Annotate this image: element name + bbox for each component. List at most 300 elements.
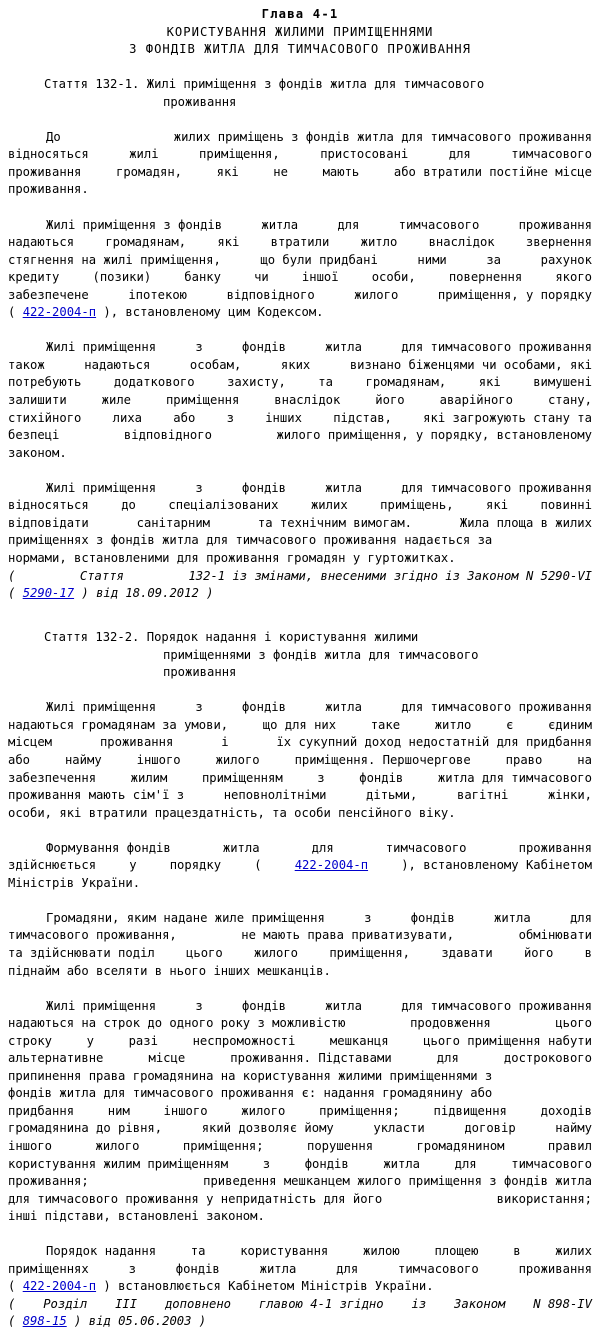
- article-2-heading: [0, 629, 600, 647]
- spacer: [0, 1226, 600, 1244]
- text-run: які: [486, 498, 509, 513]
- text-run: ) від 05.06.2003 ): [66, 1314, 207, 1329]
- text-run: на: [577, 752, 592, 767]
- paragraph: фондів житла для тимчасового проживання є: надання громадянину або: [8, 1086, 493, 1101]
- text-run: неспроможності: [192, 1033, 296, 1048]
- spacer: [0, 620, 600, 629]
- text-run: або втратили постійне місце: [393, 164, 592, 179]
- text-run: ними: [417, 252, 447, 267]
- text-run: фондів: [241, 700, 286, 715]
- article-1-heading: [0, 76, 600, 94]
- text-run: користування жилим приміщенням: [8, 1156, 229, 1171]
- text-run: проживання. Підставами: [230, 1051, 392, 1066]
- text-run: фондів: [359, 770, 404, 785]
- text-run: житло: [360, 235, 398, 250]
- paragraph: [0, 339, 600, 357]
- text-run: забезпечене: [8, 287, 89, 302]
- text-run: найму: [555, 1121, 592, 1136]
- text-run: також: [8, 357, 45, 372]
- text-run: (: [8, 1314, 23, 1329]
- text-run: не мають права приватизувати,: [241, 928, 455, 943]
- text-run: дострокового: [503, 1051, 592, 1066]
- text-run: аварійного: [439, 393, 513, 408]
- text-run: житла: [325, 998, 362, 1013]
- text-run: повернення: [448, 270, 523, 285]
- text-run: Законом: [454, 1296, 506, 1311]
- text-run: для: [448, 147, 471, 162]
- text-run: Розділ: [43, 1296, 88, 1311]
- text-run: доповнено: [164, 1296, 232, 1311]
- text-run: житла: [325, 700, 362, 715]
- text-run: їх сукупний доход недостатній для придбання: [276, 735, 592, 750]
- paragraph: [0, 1103, 600, 1121]
- text-run: цього приміщення набути: [423, 1033, 592, 1048]
- paragraph: [0, 1015, 600, 1033]
- text-run: внаслідок: [274, 393, 341, 408]
- text-run: приміщеннях: [8, 1261, 89, 1276]
- spacer: [0, 111, 600, 129]
- text-run: місце: [148, 1051, 186, 1066]
- text-run: громадян,: [115, 164, 183, 179]
- paragraph: [0, 217, 600, 235]
- text-run: відповідного: [123, 428, 212, 443]
- text-run: банку: [184, 270, 221, 285]
- text-run: іншого: [136, 752, 181, 767]
- text-run: тимчасового: [385, 840, 467, 855]
- text-run: та здійснювати поділ: [8, 945, 155, 960]
- text-run: цього: [555, 1016, 592, 1031]
- paragraph: [0, 1050, 600, 1068]
- paragraph: [0, 374, 600, 392]
- amendment-note: [0, 568, 600, 586]
- text-run: стихійного: [8, 410, 82, 425]
- text-run: надаються громадянам за умови,: [8, 717, 229, 732]
- text-run: жилого приміщення, у порядку, встановленому: [276, 428, 592, 443]
- text-run: жилого: [215, 752, 260, 767]
- text-run: ним: [107, 1103, 130, 1118]
- spacer: [0, 682, 600, 700]
- text-run: житла: [325, 480, 362, 495]
- text-run: з: [195, 700, 203, 715]
- text-run: правил: [547, 1139, 592, 1153]
- paragraph: [0, 252, 600, 270]
- text-run: тимчасового: [511, 1156, 592, 1171]
- spacer: [0, 892, 600, 910]
- text-run: та: [318, 375, 333, 390]
- text-run: (: [254, 858, 262, 873]
- paragraph: нормами, встановленими для проживання громадян у гуртожитках.: [8, 550, 456, 565]
- text-run: для тимчасового проживання: [401, 480, 592, 495]
- spacer: [0, 322, 600, 340]
- text-run: та технічним вимогам.: [257, 515, 412, 530]
- text-run: найму: [64, 752, 102, 767]
- text-run: що для них: [262, 717, 337, 732]
- paragraph: піднайм або вселяти в нього інших мешканців.: [8, 963, 331, 978]
- text-run: для: [337, 217, 360, 232]
- text-run: та: [190, 1244, 206, 1259]
- text-run: 132-1 із змінами, внесеними згідно із Законом N 5290-VI: [188, 568, 592, 583]
- text-run: тимчасового: [398, 217, 480, 232]
- text-run: визнано біженцями чи особами, які: [349, 357, 592, 372]
- text-run: для: [336, 1261, 359, 1276]
- paragraph: [0, 734, 600, 752]
- text-run: лиха: [112, 410, 143, 425]
- text-run: фондів: [241, 340, 286, 355]
- text-run: жилого: [254, 945, 299, 960]
- text-run: площею: [434, 1244, 479, 1259]
- chapter-subtitle-line-1: КОРИСТУВАННЯ ЖИЛИМИ ПРИМІЩЕННЯМИ: [166, 24, 434, 39]
- text-run: з: [262, 1156, 271, 1171]
- article-1-heading-cont: [0, 94, 600, 112]
- text-run: Жилі приміщення: [46, 480, 157, 495]
- text-run: житла для тимчасового: [437, 770, 592, 785]
- text-run: Жила площа в жилих: [459, 515, 592, 530]
- text-run: пристосовані: [320, 147, 409, 162]
- text-run: житла: [222, 840, 260, 855]
- text-run: із: [411, 1296, 427, 1311]
- text-run: альтернативне: [8, 1051, 104, 1066]
- text-run: з: [195, 480, 203, 495]
- paragraph: [0, 1243, 600, 1261]
- article-2-number: Стаття 132-2.: [44, 630, 140, 645]
- text-run: внаслідок: [428, 235, 495, 250]
- text-run: приведення мешканцем жилого приміщення з фондів житла: [203, 1174, 592, 1189]
- text-run: надаються: [84, 357, 151, 372]
- text-run: проживання: [8, 164, 82, 179]
- article-2-heading-cont-2: [0, 664, 600, 682]
- text-run: приміщень,: [380, 498, 454, 513]
- text-run: приміщення: [165, 393, 240, 408]
- text-run: для тимчасового проживання: [401, 998, 592, 1013]
- text-run: чи: [254, 270, 269, 285]
- text-run: які: [478, 375, 501, 390]
- text-run: відповідного: [226, 287, 315, 302]
- text-run: ) встановлюється Кабінетом Міністрів України.: [96, 1279, 434, 1294]
- text-run: підвищення: [433, 1103, 507, 1118]
- text-run: стану,: [547, 393, 592, 408]
- article-2-title-line-3: проживання: [163, 665, 237, 680]
- text-run: користування: [240, 1244, 329, 1259]
- text-run: його: [375, 393, 405, 408]
- paragraph: [0, 1156, 600, 1174]
- law-link-422-2004-p[interactable]: 422-2004-п: [294, 858, 369, 873]
- amendment-note-link-line: [0, 585, 600, 603]
- text-run: забезпечення: [8, 770, 97, 785]
- text-run: порядку: [169, 858, 222, 873]
- text-run: в: [513, 1244, 521, 1259]
- text-run: якого: [555, 270, 592, 285]
- paragraph: [0, 427, 600, 445]
- paragraph: [0, 1033, 600, 1051]
- text-run: N 898-IV: [533, 1296, 592, 1311]
- spacer: [0, 603, 600, 621]
- chapter-subtitle-line-2: З ФОНДІВ ЖИТЛА ДЛЯ ТИМЧАСОВОГО ПРОЖИВАННЯ: [129, 42, 471, 57]
- text-run: в: [584, 945, 592, 960]
- text-run: тимчасового проживання,: [8, 928, 177, 943]
- paragraph: [0, 269, 600, 287]
- text-run: жилого: [95, 1139, 140, 1153]
- text-run: звернення: [525, 235, 592, 250]
- text-run: житла: [261, 217, 299, 232]
- text-run: приміщення;: [182, 1139, 264, 1153]
- text-run: залишити: [8, 393, 67, 408]
- text-run: надаються на строк до одного року з можливістю: [8, 1016, 346, 1031]
- text-run: для тимчасового проживання у непридатність для його: [8, 1191, 383, 1206]
- text-run: для: [436, 1051, 459, 1066]
- text-run: захисту,: [227, 375, 286, 390]
- text-run: Стаття: [79, 568, 124, 583]
- text-run: жилих приміщень з фондів житла для тимчасового проживання: [173, 129, 592, 144]
- text-run: не: [273, 164, 288, 179]
- text-run: житла: [494, 910, 531, 925]
- text-run: (: [8, 305, 23, 320]
- text-run: підстав,: [333, 410, 392, 425]
- text-run: Жилі приміщення: [46, 998, 157, 1013]
- text-run: (: [8, 568, 16, 583]
- text-run: відповідати: [8, 515, 89, 530]
- text-run: житло: [434, 717, 472, 732]
- text-run: мешканця: [329, 1033, 389, 1048]
- text-run: єдиним: [547, 717, 592, 732]
- text-run: фондів: [241, 480, 286, 495]
- paragraph: Міністрів України.: [8, 875, 141, 890]
- paragraph: [0, 146, 600, 164]
- text-run: жилим: [130, 770, 168, 785]
- text-run: до: [121, 498, 136, 513]
- text-run: громадянам,: [365, 375, 447, 390]
- text-run: фондів: [304, 1156, 349, 1171]
- text-run: неповнолітніми: [223, 788, 327, 803]
- text-run: проживання;: [8, 1174, 89, 1189]
- text-run: здавати: [441, 945, 493, 960]
- text-run: стягнення на жилі приміщення,: [8, 252, 221, 267]
- text-run: відносяться: [8, 498, 89, 513]
- text-run: з: [317, 770, 325, 785]
- text-run: строку: [8, 1033, 53, 1048]
- text-run: спеціалізованих: [168, 498, 279, 513]
- amendment-note: [0, 1296, 600, 1314]
- spacer: [0, 980, 600, 998]
- text-run: (: [8, 586, 23, 601]
- text-run: іншого: [8, 1139, 53, 1153]
- text-run: приміщення, у порядку: [437, 287, 592, 302]
- text-run: іншої: [301, 270, 339, 285]
- paragraph: [0, 1173, 600, 1191]
- law-link-5290-17[interactable]: 5290-17: [22, 586, 75, 601]
- text-run: з: [128, 1261, 136, 1276]
- text-run: жилих: [555, 1244, 592, 1259]
- text-run: Жилі приміщення: [46, 700, 157, 715]
- text-run: громадянином: [416, 1139, 505, 1153]
- text-run: жінки,: [547, 788, 592, 803]
- text-run: з: [364, 910, 372, 925]
- text-run: Формування фондів: [46, 840, 171, 855]
- paragraph: [0, 497, 600, 515]
- paragraph: приміщеннях з фондів житла для тимчасового проживання надається за: [8, 533, 493, 548]
- text-run: місцем: [8, 735, 53, 750]
- article-2-title-line-2: приміщеннями з фондів житла для тимчасового: [163, 647, 479, 662]
- text-run: які: [217, 235, 240, 250]
- paragraph: [0, 480, 600, 498]
- paragraph-with-link: [0, 857, 600, 875]
- text-run: тимчасового: [398, 1261, 479, 1276]
- text-run: право: [505, 752, 543, 767]
- text-run: приміщення,: [329, 945, 411, 960]
- text-run: (: [8, 1296, 16, 1311]
- law-link-422-2004-p[interactable]: 422-2004-п: [22, 305, 97, 320]
- text-run: громадянина до рівня,: [8, 1121, 163, 1136]
- text-run: у: [86, 1033, 94, 1048]
- text-run: мають: [322, 164, 360, 179]
- text-run: Порядок надання: [46, 1244, 157, 1259]
- law-link-422-2004-p[interactable]: 422-2004-п: [22, 1279, 97, 1294]
- text-run: кредиту: [8, 270, 60, 285]
- spacer: [0, 462, 600, 480]
- text-run: житла: [259, 1261, 297, 1276]
- paragraph: [0, 410, 600, 428]
- paragraph: [0, 515, 600, 533]
- paragraph: [0, 392, 600, 410]
- paragraph: [0, 1261, 600, 1279]
- text-run: доходів: [540, 1103, 592, 1118]
- text-run: жилою: [363, 1244, 400, 1259]
- paragraph: [0, 840, 600, 858]
- paragraph: [0, 164, 600, 182]
- paragraph: інші підстави, встановлені законом.: [8, 1209, 265, 1224]
- text-run: ), встановленому Кабінетом: [401, 858, 592, 873]
- text-run: втратили: [270, 235, 330, 250]
- text-run: і: [221, 735, 229, 750]
- paragraph: [0, 1120, 600, 1138]
- text-run: проживання: [99, 735, 174, 750]
- paragraph: [0, 927, 600, 945]
- spacer: [0, 59, 600, 77]
- text-run: особам,: [189, 357, 242, 372]
- paragraph: [0, 1138, 600, 1156]
- text-run: надаються: [8, 235, 75, 250]
- text-run: потребують: [8, 375, 82, 390]
- text-run: ), встановленому цим Кодексом.: [96, 305, 324, 320]
- text-run: додаткового: [113, 375, 195, 390]
- law-link-898-15[interactable]: 898-15: [22, 1314, 67, 1329]
- text-run: жилого: [354, 287, 399, 302]
- paragraph: [0, 770, 600, 788]
- article-1-title-line-1: Жилі приміщення з фондів житла для тимчасового: [146, 77, 485, 92]
- paragraph-with-link: [0, 1278, 600, 1296]
- chapter-title: Глава 4-1: [261, 7, 339, 21]
- text-run: Жилі приміщення: [46, 340, 157, 355]
- text-run: або: [173, 410, 196, 425]
- text-run: главою 4-1 згідно: [258, 1296, 384, 1311]
- text-run: або: [8, 752, 31, 767]
- text-run: для тимчасового проживання: [401, 340, 592, 355]
- paragraph: припинення права громадянина на користування жилими приміщеннями з: [8, 1068, 493, 1083]
- text-run: з: [195, 998, 203, 1013]
- paragraph: [0, 945, 600, 963]
- text-run: приміщенням: [201, 770, 283, 785]
- paragraph: [0, 787, 600, 805]
- text-run: жиле: [101, 393, 132, 408]
- text-run: приміщення,: [199, 147, 280, 162]
- text-run: рахунок: [540, 252, 592, 267]
- text-run: порушення: [307, 1139, 374, 1153]
- text-run: санітарним: [136, 515, 210, 530]
- text-run: укласти: [373, 1121, 425, 1136]
- paragraph: [0, 910, 600, 928]
- paragraph-with-link: [0, 304, 600, 322]
- text-run: які загрожують стану та: [423, 410, 592, 425]
- text-run: цього: [186, 945, 223, 960]
- text-run: (: [8, 1279, 23, 1294]
- text-run: для: [454, 1156, 477, 1171]
- paragraph: [0, 752, 600, 770]
- text-run: житла: [383, 1156, 421, 1171]
- text-run: інших: [265, 410, 302, 425]
- text-run: фондів: [410, 910, 455, 925]
- paragraph: [0, 357, 600, 375]
- text-run: його: [523, 945, 554, 960]
- text-run: для: [569, 910, 592, 925]
- text-run: дітьми,: [366, 788, 418, 803]
- text-run: жилих: [310, 498, 348, 513]
- paragraph: [0, 717, 600, 735]
- article-2-title-line-1: Порядок надання і користування жилими: [146, 630, 419, 645]
- text-run: проживання: [518, 840, 592, 855]
- text-run: що були придбані: [260, 252, 378, 267]
- text-run: (позики): [92, 270, 152, 285]
- paragraph: [0, 287, 600, 305]
- paragraph: [0, 129, 600, 147]
- text-run: здійснюється: [8, 858, 97, 873]
- text-run: іпотекою: [128, 287, 188, 302]
- text-run: фондів: [175, 1261, 220, 1276]
- text-run: у: [129, 858, 137, 873]
- text-run: проживання: [518, 217, 592, 232]
- text-run: До: [46, 129, 61, 144]
- text-run: таке: [370, 717, 401, 732]
- text-run: жилого: [241, 1103, 286, 1118]
- text-run: обмінювати: [518, 928, 592, 943]
- text-run: вагітні: [457, 788, 509, 803]
- text-run: за: [486, 252, 502, 267]
- spacer: [0, 822, 600, 840]
- paragraph: [0, 998, 600, 1016]
- text-run: ) від 18.09.2012 ): [74, 586, 214, 601]
- paragraph: [0, 699, 600, 717]
- text-run: використання;: [496, 1191, 592, 1206]
- text-run: яких: [280, 357, 311, 372]
- text-run: з: [226, 410, 234, 425]
- text-run: разі: [128, 1033, 158, 1048]
- paragraph: законом.: [8, 445, 67, 460]
- article-1-number: Стаття 132-1.: [44, 77, 140, 92]
- text-run: приміщення. Першочергове: [294, 752, 471, 767]
- text-run: продовження: [410, 1016, 491, 1031]
- text-run: Жилі приміщення з фондів: [46, 217, 223, 232]
- text-run: іншого: [163, 1103, 208, 1118]
- text-run: проживання мають сім'ї з: [8, 788, 185, 803]
- text-run: який дозволяє йому: [201, 1121, 334, 1136]
- text-run: є: [505, 717, 514, 732]
- text-run: для: [311, 840, 334, 855]
- text-run: з: [195, 340, 203, 355]
- text-run: особи,: [371, 270, 416, 285]
- text-run: вимушені: [533, 375, 592, 390]
- paragraph: особи, які втратили працездатність, та особи пенсійного віку.: [8, 805, 456, 820]
- text-run: безпеці: [8, 428, 60, 443]
- text-run: повинні: [540, 498, 592, 513]
- paragraph: [0, 234, 600, 252]
